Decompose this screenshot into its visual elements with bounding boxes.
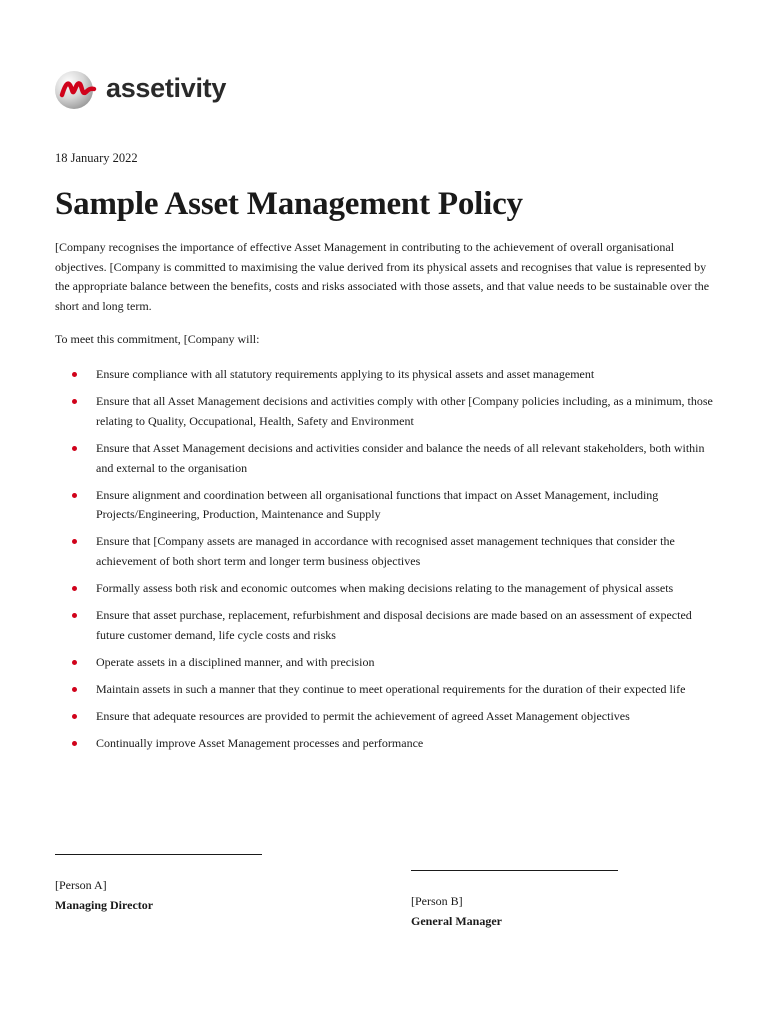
list-item-text: Ensure that adequate resources are provided to permit the achievement of agreed Asset Management objectives	[96, 709, 630, 724]
bullet-icon	[72, 399, 77, 404]
signature-line	[411, 870, 618, 871]
logo-wordmark: assetivity	[106, 72, 227, 103]
list-item-text: Ensure that asset purchase, replacement, refurbishment and disposal decisions are made based on an assessment of expected future customer demand, life cycle costs and risks	[96, 608, 692, 643]
signatory-name: [Person B]	[411, 894, 463, 908]
list-item-text: Ensure that [Company assets are managed in accordance with recognised asset management techniques that consider the achievement of both short term and longer term business objectives	[96, 534, 675, 569]
bullet-icon	[72, 493, 77, 498]
commitment-list	[55, 365, 715, 762]
intro-paragraph: [Company recognises the importance of effective Asset Management in contributing to the achievement of overall organisational objectives. [Company is committed to maximising the value derived from its physical assets and recognises that value is represented by the appropriate balance between the benefits, costs and risks associated with those assets, and that value needs to be sustainable over the short and long term.	[55, 240, 710, 314]
signature-line	[55, 854, 262, 855]
assetivity-logo-icon	[54, 68, 98, 112]
list-item-text: Ensure alignment and coordination between all organisational functions that impact on Asset Management, including Projects/Engineering, Production, Maintenance and Supply	[96, 487, 659, 522]
signature-block-b	[411, 870, 618, 931]
bullet-icon	[72, 586, 77, 591]
bullet-icon	[72, 539, 77, 544]
list-item	[55, 653, 715, 673]
list-item-text: Maintain assets in such a manner that they continue to meet operational requirements for the duration of their expected life	[96, 682, 686, 697]
list-item	[55, 439, 715, 478]
list-item-text: Ensure compliance with all statutory requirements applying to its physical assets and asset management	[96, 367, 595, 381]
bullet-icon	[72, 741, 77, 746]
list-item	[55, 734, 715, 754]
signature-block-a	[55, 854, 262, 915]
document-title: Sample Asset Management Policy	[55, 186, 523, 222]
list-item	[55, 606, 715, 645]
list-item	[55, 486, 715, 525]
list-item	[55, 365, 715, 385]
list-item-text: Formally assess both risk and economic outcomes when making decisions relating to the management of physical assets	[96, 581, 674, 596]
bullet-icon	[72, 446, 77, 451]
document-date: 18 January 2022	[55, 151, 138, 165]
list-item	[55, 392, 715, 431]
bullet-icon	[72, 613, 77, 618]
signatory-role: Managing Director	[55, 897, 154, 912]
list-item-text: Operate assets in a disciplined manner, and with precision	[96, 655, 375, 670]
bullet-icon	[72, 687, 77, 692]
list-item-text: Continually improve Asset Management processes and performance	[96, 736, 424, 751]
list-item	[55, 707, 715, 727]
company-logo	[54, 68, 226, 112]
signatory-name: [Person A]	[55, 878, 107, 892]
signatory-role: General Manager	[411, 913, 502, 928]
list-item	[55, 680, 715, 700]
list-item-text: Ensure that all Asset Management decisions and activities comply with other [Company policies including, as a minimum, those relating to Quality, Occupational, Health, Safety and Environment	[96, 394, 713, 428]
bullet-icon	[72, 660, 77, 665]
bullet-icon	[72, 714, 77, 719]
commitment-lead: To meet this commitment, [Company will:	[55, 332, 260, 346]
list-item-text: Ensure that Asset Management decisions and activities consider and balance the needs of all relevant stakeholders, both within and external to the organisation	[96, 440, 705, 475]
list-item	[55, 579, 715, 599]
list-item	[55, 532, 715, 571]
bullet-icon	[72, 372, 77, 377]
